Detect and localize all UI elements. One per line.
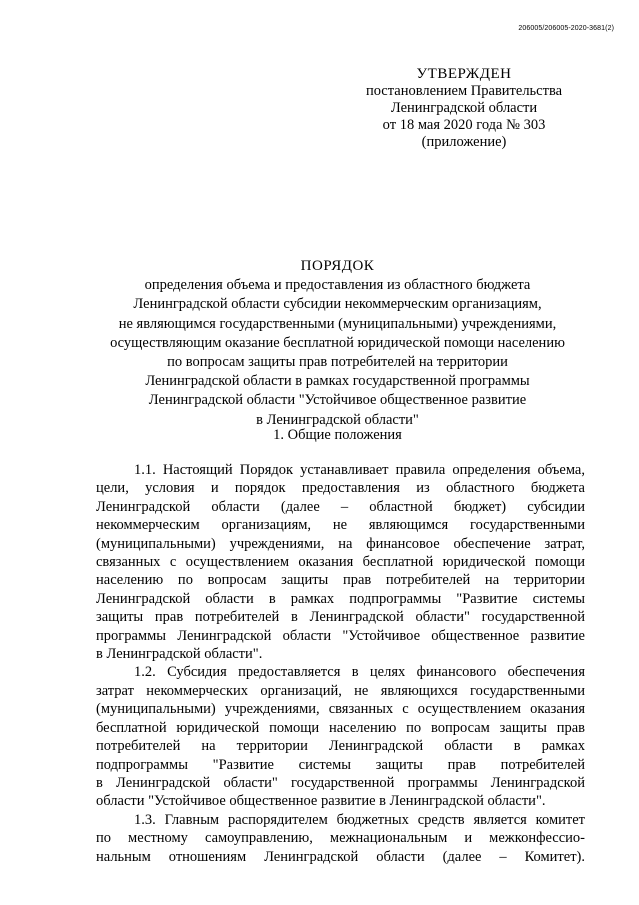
text-line: Ленинградской области в рамках подпрограммы "Развитие системы	[96, 590, 585, 607]
text-line: нальным отношениям Ленинградской области (далее – Комитет).	[96, 848, 585, 865]
text-line: потребителей на территории Ленинградской области в рамках	[96, 738, 585, 755]
text-line: (муниципальными) учреждениями, связанных с осуществлением оказания	[96, 701, 585, 718]
title-line: осуществляющим оказание бесплатной юридической помощи населению	[110, 334, 565, 351]
text-line: цели, условия и порядок предоставления из областного бюджета	[96, 480, 585, 497]
approval-title: УТВЕРЖДЕН	[416, 66, 512, 82]
text-line: области "Устойчивое общественное развитие в Ленинградской области".	[96, 793, 546, 810]
text-line: бесплатной юридической помощи населению по вопросам защиты прав	[96, 719, 585, 736]
title-line: определения объема и предоставления из областного бюджета	[144, 277, 531, 294]
text-line: 1.2. Субсидия предоставляется в целях финансового обеспечения	[134, 664, 585, 681]
text-line: программы Ленинградской области "Устойчивое общественное развитие	[96, 627, 585, 644]
text-line: Ленинградской области (далее – областной бюджет) субсидии	[96, 498, 585, 515]
text-line: 1.1. Настоящий Порядок устанавливает правила определения объема,	[134, 462, 585, 478]
document-title-block	[60, 257, 615, 430]
text-line: (муниципальными) учреждениями, на финансовое обеспечение затрат,	[96, 535, 585, 552]
paragraph-1-2	[96, 663, 585, 810]
approval-line: от 18 мая 2020 года № 303	[382, 117, 546, 133]
document-id: 206005/206005-2020-3681(2)	[518, 25, 614, 32]
text-line: по местному самоуправлению, межнациональным и межконфессио-	[96, 830, 585, 847]
paragraph-1-1	[96, 461, 585, 663]
section-body	[96, 461, 585, 866]
approval-block	[364, 66, 564, 151]
text-line: 1.3. Главным распорядителем бюджетных средств является комитет	[134, 811, 585, 828]
paragraph-1-3	[96, 811, 585, 866]
text-line: затрат некоммерческих организаций, не являющихся государственными	[96, 682, 585, 699]
document-title: ПОРЯДОК	[300, 258, 375, 274]
text-line: защиты прав потребителей в Ленинградской области" государственной	[96, 609, 585, 626]
approval-line: Ленинградской области	[390, 100, 538, 116]
title-line: не являющимся государственными (муниципальными) учреждениями,	[118, 315, 557, 332]
text-line: связанных с осуществлением оказания бесплатной юридической помощи	[96, 554, 585, 571]
approval-line: (приложение)	[421, 134, 507, 150]
section-heading: 1. Общие положения	[273, 427, 402, 443]
title-line: в Ленинградской области"	[256, 411, 419, 428]
text-line: населению по вопросам защиты прав потребителей на территории	[96, 572, 585, 589]
title-line: по вопросам защиты прав потребителей на территории	[167, 354, 508, 371]
text-line: подпрограммы "Развитие системы защиты прав потребителей	[96, 756, 585, 773]
text-line: в Ленинградской области" государственной программы Ленинградской	[96, 774, 585, 791]
text-line: в Ленинградской области".	[96, 646, 263, 663]
title-line: Ленинградской области в рамках государственной программы	[145, 373, 530, 390]
title-line: Ленинградской области субсидии некоммерческим организациям,	[133, 296, 542, 313]
title-line: Ленинградской области "Устойчивое общественное развитие	[148, 392, 527, 409]
approval-line: постановлением Правительства	[365, 83, 563, 99]
text-line: некоммерческим организациям, не являющимся государственными	[96, 517, 585, 534]
